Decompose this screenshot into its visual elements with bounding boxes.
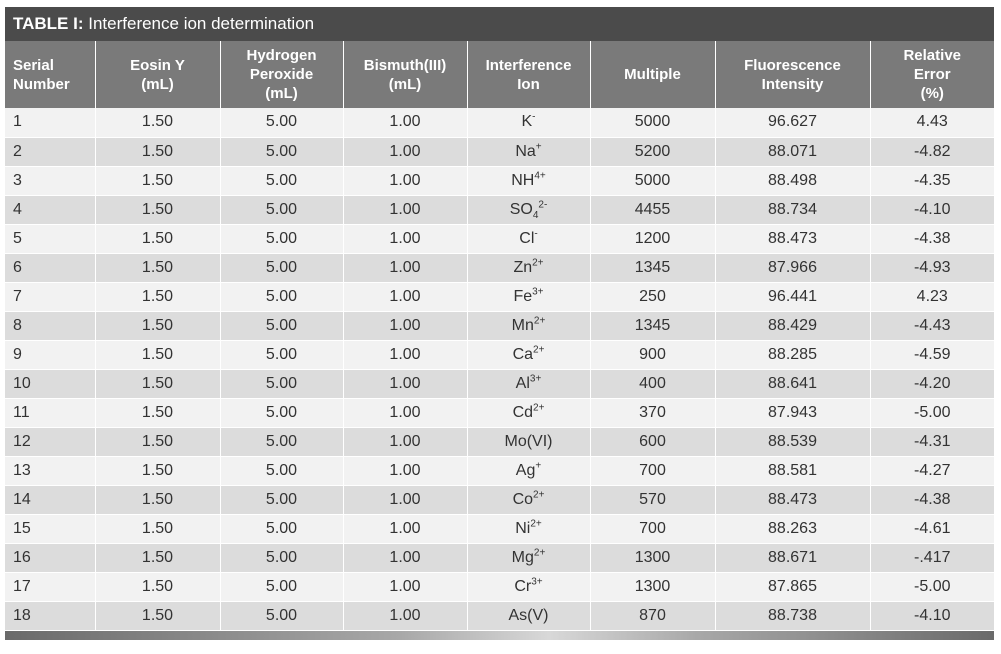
bismuth-cell: 1.00: [343, 166, 467, 195]
ion-cell: [467, 340, 590, 369]
header-line: (mL): [265, 85, 298, 102]
ion-charge: 2+: [530, 518, 542, 530]
header-line: Ion: [517, 75, 540, 93]
ion-cell: [467, 485, 590, 514]
table-row: [5, 166, 994, 195]
ion-subscript: 4: [532, 209, 539, 221]
bismuth-cell: 1.00: [343, 543, 467, 572]
table-row: [5, 195, 994, 224]
header-line: Number: [13, 75, 70, 93]
ion-cell: [467, 601, 590, 630]
header-line: Eosin Y: [130, 56, 185, 74]
ion-charge: 2-: [538, 199, 548, 211]
error-cell: -5.00: [870, 398, 994, 427]
table-row: [5, 427, 994, 456]
peroxide-cell: 5.00: [220, 398, 343, 427]
ion-cell: [467, 282, 590, 311]
header-line: Serial: [13, 56, 54, 74]
multiple-cell: 1345: [590, 253, 715, 282]
multiple-cell: 5000: [590, 108, 715, 137]
serial-number-header: [5, 41, 95, 108]
intensity-cell: 88.539: [715, 427, 870, 456]
error-cell: -4.93: [870, 253, 994, 282]
error-cell: -4.61: [870, 514, 994, 543]
peroxide-cell: 5.00: [220, 224, 343, 253]
intensity-cell: 88.473: [715, 485, 870, 514]
eosin-y-header: [95, 41, 220, 108]
serial-cell: 16: [5, 543, 95, 572]
ion-symbol: SO: [509, 200, 533, 218]
multiple-cell: 1300: [590, 543, 715, 572]
hydrogen-peroxide-header: [220, 41, 343, 108]
table-row: [5, 572, 994, 601]
serial-cell: 17: [5, 572, 95, 601]
ion-symbol: Cl: [519, 229, 535, 247]
serial-cell: 5: [5, 224, 95, 253]
eosin-cell: 1.50: [95, 253, 220, 282]
ion-charge: 3+: [529, 373, 542, 385]
eosin-cell: 1.50: [95, 282, 220, 311]
ion-cell: [467, 427, 590, 456]
multiple-cell: 900: [590, 340, 715, 369]
ion-symbol: Fe: [513, 287, 533, 305]
serial-cell: 9: [5, 340, 95, 369]
eosin-cell: 1.50: [95, 195, 220, 224]
multiple-cell: 5200: [590, 137, 715, 166]
table-row: [5, 398, 994, 427]
peroxide-cell: 5.00: [220, 485, 343, 514]
header-line: Bismuth(III): [363, 56, 447, 74]
ion-symbol: Cd: [512, 403, 534, 421]
multiple-header: [590, 41, 715, 108]
header-line: Error: [913, 66, 951, 83]
table-caption: [5, 7, 994, 41]
ion-symbol: K: [521, 113, 533, 131]
ion-charge: 2+: [533, 547, 546, 559]
interference-table: [5, 41, 994, 631]
intensity-cell: 88.498: [715, 166, 870, 195]
error-cell: -4.27: [870, 456, 994, 485]
ion-cell: [467, 166, 590, 195]
ion-symbol: Co: [512, 490, 534, 508]
multiple-cell: 700: [590, 514, 715, 543]
multiple-cell: 5000: [590, 166, 715, 195]
ion-cell: [467, 253, 590, 282]
header-line: (mL): [388, 75, 422, 93]
bismuth-cell: 1.00: [343, 572, 467, 601]
table-body: [5, 108, 994, 630]
eosin-cell: 1.50: [95, 166, 220, 195]
table-row: [5, 340, 994, 369]
bismuth-cell: 1.00: [343, 340, 467, 369]
peroxide-cell: 5.00: [220, 340, 343, 369]
eosin-cell: 1.50: [95, 601, 220, 630]
ion-cell: [467, 398, 590, 427]
serial-cell: 14: [5, 485, 95, 514]
intensity-cell: 87.966: [715, 253, 870, 282]
peroxide-cell: 5.00: [220, 456, 343, 485]
ion-cell: [467, 137, 590, 166]
error-cell: -4.10: [870, 601, 994, 630]
serial-cell: 11: [5, 398, 95, 427]
eosin-cell: 1.50: [95, 108, 220, 137]
serial-cell: 13: [5, 456, 95, 485]
bismuth-cell: 1.00: [343, 282, 467, 311]
intensity-cell: 88.263: [715, 514, 870, 543]
table-row: [5, 311, 994, 340]
serial-cell: 2: [5, 137, 95, 166]
header-line: Intensity: [761, 75, 824, 93]
intensity-cell: 96.441: [715, 282, 870, 311]
peroxide-cell: 5.00: [220, 195, 343, 224]
serial-cell: 3: [5, 166, 95, 195]
intensity-cell: 88.671: [715, 543, 870, 572]
intensity-cell: 88.734: [715, 195, 870, 224]
peroxide-cell: 5.00: [220, 427, 343, 456]
ion-cell: [467, 514, 590, 543]
ion-symbol: Mn: [511, 316, 534, 334]
interference-ion-header: [467, 41, 590, 108]
serial-cell: 4: [5, 195, 95, 224]
intensity-cell: 88.071: [715, 137, 870, 166]
ion-charge: -: [532, 111, 536, 123]
bismuth-cell: 1.00: [343, 108, 467, 137]
ion-charge: 2+: [533, 315, 546, 327]
eosin-cell: 1.50: [95, 456, 220, 485]
serial-cell: 6: [5, 253, 95, 282]
multiple-cell: 1300: [590, 572, 715, 601]
bismuth-cell: 1.00: [343, 369, 467, 398]
header-line: Hydrogen: [246, 47, 317, 64]
bismuth-cell: 1.00: [343, 456, 467, 485]
ion-symbol: NH: [511, 171, 535, 189]
table-row: [5, 137, 994, 166]
eosin-cell: 1.50: [95, 224, 220, 253]
serial-cell: 1: [5, 108, 95, 137]
error-cell: -4.38: [870, 224, 994, 253]
ion-charge: 2+: [533, 344, 545, 356]
table-row: [5, 224, 994, 253]
error-cell: -4.35: [870, 166, 994, 195]
ion-cell: [467, 311, 590, 340]
multiple-cell: 870: [590, 601, 715, 630]
ion-cell: [467, 456, 590, 485]
ion-symbol: Zn: [513, 258, 533, 276]
eosin-cell: 1.50: [95, 427, 220, 456]
serial-cell: 15: [5, 514, 95, 543]
table-container: [5, 7, 994, 640]
error-cell: -4.43: [870, 311, 994, 340]
bismuth-cell: 1.00: [343, 427, 467, 456]
header-line: (mL): [141, 75, 174, 93]
peroxide-cell: 5.00: [220, 369, 343, 398]
bismuth-cell: 1.00: [343, 253, 467, 282]
ion-charge: 4+: [534, 170, 546, 182]
eosin-cell: 1.50: [95, 369, 220, 398]
intensity-cell: 88.473: [715, 224, 870, 253]
error-cell: -4.38: [870, 485, 994, 514]
ion-charge: 3+: [532, 286, 544, 298]
bismuth-cell: 1.00: [343, 514, 467, 543]
ion-charge: 3+: [531, 576, 543, 588]
multiple-cell: 250: [590, 282, 715, 311]
peroxide-cell: 5.00: [220, 108, 343, 137]
multiple-cell: 570: [590, 485, 715, 514]
error-cell: -4.59: [870, 340, 994, 369]
table-row: [5, 543, 994, 572]
header-line: (%): [920, 85, 944, 102]
multiple-cell: 1200: [590, 224, 715, 253]
peroxide-cell: 5.00: [220, 166, 343, 195]
ion-symbol: Cr: [514, 577, 532, 595]
eosin-cell: 1.50: [95, 137, 220, 166]
table-footer-bar: [5, 631, 994, 640]
bismuth-cell: 1.00: [343, 195, 467, 224]
ion-cell: [467, 108, 590, 137]
ion-cell: [467, 195, 590, 224]
intensity-cell: 88.641: [715, 369, 870, 398]
ion-charge: +: [535, 141, 542, 153]
peroxide-cell: 5.00: [220, 282, 343, 311]
ion-symbol: Na: [515, 142, 536, 160]
eosin-cell: 1.50: [95, 340, 220, 369]
ion-cell: [467, 224, 590, 253]
ion-charge: +: [535, 460, 542, 472]
table-row: [5, 253, 994, 282]
multiple-cell: 600: [590, 427, 715, 456]
peroxide-cell: 5.00: [220, 137, 343, 166]
intensity-cell: 88.429: [715, 311, 870, 340]
multiple-cell: 700: [590, 456, 715, 485]
table-row: [5, 456, 994, 485]
serial-cell: 10: [5, 369, 95, 398]
eosin-cell: 1.50: [95, 514, 220, 543]
ion-charge: -: [534, 228, 538, 240]
multiple-cell: 4455: [590, 195, 715, 224]
ion-symbol: Ca: [512, 345, 534, 363]
error-cell: -4.31: [870, 427, 994, 456]
caption-title: Interference ion determination: [88, 14, 315, 33]
ion-charge: 2+: [533, 402, 545, 414]
relative-error-header: [870, 41, 994, 108]
bismuth-header: [343, 41, 467, 108]
intensity-cell: 88.285: [715, 340, 870, 369]
header-line: Fluorescence: [744, 56, 841, 74]
eosin-cell: 1.50: [95, 543, 220, 572]
error-cell: 4.23: [870, 282, 994, 311]
ion-charge: 2+: [533, 489, 545, 501]
peroxide-cell: 5.00: [220, 514, 343, 543]
table-row: [5, 601, 994, 630]
bismuth-cell: 1.00: [343, 137, 467, 166]
eosin-cell: 1.50: [95, 485, 220, 514]
bismuth-cell: 1.00: [343, 601, 467, 630]
error-cell: -.417: [870, 543, 994, 572]
serial-cell: 12: [5, 427, 95, 456]
peroxide-cell: 5.00: [220, 572, 343, 601]
error-cell: -4.10: [870, 195, 994, 224]
ion-symbol: Mo(VI): [504, 432, 553, 450]
error-cell: 4.43: [870, 108, 994, 137]
table-row: [5, 485, 994, 514]
intensity-cell: 96.627: [715, 108, 870, 137]
ion-cell: [467, 369, 590, 398]
bismuth-cell: 1.00: [343, 311, 467, 340]
eosin-cell: 1.50: [95, 311, 220, 340]
bismuth-cell: 1.00: [343, 398, 467, 427]
eosin-cell: 1.50: [95, 398, 220, 427]
error-cell: -5.00: [870, 572, 994, 601]
peroxide-cell: 5.00: [220, 543, 343, 572]
ion-symbol: Ni: [515, 519, 531, 537]
header-row: [5, 41, 994, 108]
header-line: Multiple: [624, 66, 681, 83]
error-cell: -4.82: [870, 137, 994, 166]
ion-symbol: Al: [515, 374, 530, 392]
ion-symbol: As(V): [508, 606, 549, 624]
serial-cell: 18: [5, 601, 95, 630]
serial-cell: 7: [5, 282, 95, 311]
intensity-cell: 87.865: [715, 572, 870, 601]
ion-symbol: Mg: [511, 548, 534, 566]
intensity-cell: 87.943: [715, 398, 870, 427]
fluorescence-intensity-header: [715, 41, 870, 108]
multiple-cell: 370: [590, 398, 715, 427]
ion-charge: 2+: [532, 257, 544, 269]
peroxide-cell: 5.00: [220, 253, 343, 282]
peroxide-cell: 5.00: [220, 601, 343, 630]
ion-symbol: Ag: [515, 461, 536, 479]
table-row: [5, 108, 994, 137]
peroxide-cell: 5.00: [220, 311, 343, 340]
bismuth-cell: 1.00: [343, 224, 467, 253]
table-row: [5, 369, 994, 398]
intensity-cell: 88.738: [715, 601, 870, 630]
error-cell: -4.20: [870, 369, 994, 398]
ion-cell: [467, 572, 590, 601]
serial-cell: 8: [5, 311, 95, 340]
table-row: [5, 514, 994, 543]
caption-label: TABLE I:: [13, 14, 84, 33]
multiple-cell: 400: [590, 369, 715, 398]
header-line: Interference: [485, 56, 572, 74]
header-line: Peroxide: [249, 66, 314, 83]
header-line: Relative: [903, 47, 962, 64]
eosin-cell: 1.50: [95, 572, 220, 601]
ion-cell: [467, 543, 590, 572]
bismuth-cell: 1.00: [343, 485, 467, 514]
multiple-cell: 1345: [590, 311, 715, 340]
intensity-cell: 88.581: [715, 456, 870, 485]
table-row: [5, 282, 994, 311]
